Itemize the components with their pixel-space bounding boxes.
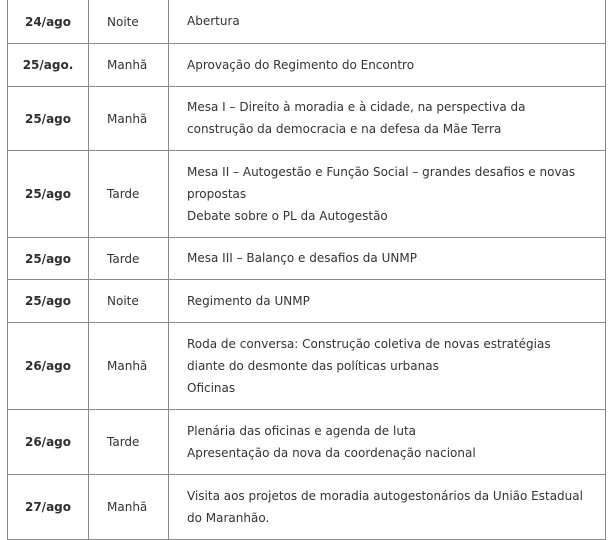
row-period: Manhã: [89, 323, 169, 410]
activity-line: Visita aos projetos de moradia autogestonários da União Estadual: [187, 488, 583, 503]
row-date: 25/ago.: [8, 44, 89, 87]
activity-line: Abertura: [187, 14, 240, 28]
row-activity: [169, 151, 606, 238]
row-activity: [169, 280, 606, 323]
activity-line: Regimento da UNMP: [187, 293, 310, 308]
row-activity: [169, 238, 606, 280]
activity-line: Plenária das oficinas e agenda de luta: [187, 423, 416, 438]
row-period: Manhã: [89, 475, 169, 540]
row-activity: [169, 87, 606, 151]
activity-line: do Maranhão.: [187, 510, 270, 525]
schedule-table: [7, 0, 606, 540]
row-period: Tarde: [89, 410, 169, 475]
table-row: [8, 323, 606, 410]
activity-line: diante do desmonte das políticas urbanas: [187, 358, 439, 373]
table-row: [8, 410, 606, 475]
row-date: 25/ago: [8, 151, 89, 238]
row-date: 26/ago: [8, 323, 89, 410]
activity-line: Oficinas: [187, 380, 236, 395]
row-period: Manhã: [89, 87, 169, 151]
table-row: [8, 87, 606, 151]
table-row: [8, 44, 606, 87]
row-period: Noite: [89, 280, 169, 323]
table-row: [8, 0, 606, 44]
row-period: Noite: [89, 0, 169, 44]
row-period: Tarde: [89, 151, 169, 238]
activity-line: Mesa II – Autogestão e Função Social – grandes desafios e novas: [187, 164, 576, 179]
row-activity: [169, 0, 606, 44]
table-row: [8, 475, 606, 540]
row-activity: [169, 475, 606, 540]
row-date: 25/ago: [8, 87, 89, 151]
row-date: 24/ago: [8, 0, 89, 44]
row-period: Manhã: [89, 44, 169, 87]
row-date: 27/ago: [8, 475, 89, 540]
row-date: 25/ago: [8, 238, 89, 280]
activity-line: Aprovação do Regimento do Encontro: [187, 57, 415, 72]
row-activity: [169, 323, 606, 410]
activity-line: construção da democracia e na defesa da Mãe Terra: [187, 122, 502, 136]
activity-line: propostas: [187, 186, 247, 201]
activity-line: Mesa III – Balanço e desafios da UNMP: [187, 251, 417, 265]
activity-line: Debate sobre o PL da Autogestão: [187, 208, 388, 223]
row-activity: [169, 410, 606, 475]
row-date: 25/ago: [8, 280, 89, 323]
activity-line: Roda de conversa: Construção coletiva de novas estratégias: [187, 336, 551, 351]
row-activity: [169, 44, 606, 87]
table-row: [8, 151, 606, 238]
table-row: [8, 238, 606, 280]
activity-line: Apresentação da nova da coordenação nacional: [187, 445, 476, 460]
row-period: Tarde: [89, 238, 169, 280]
table-row: [8, 280, 606, 323]
row-date: 26/ago: [8, 410, 89, 475]
activity-line: Mesa I – Direito à moradia e à cidade, na perspectiva da: [187, 100, 526, 114]
